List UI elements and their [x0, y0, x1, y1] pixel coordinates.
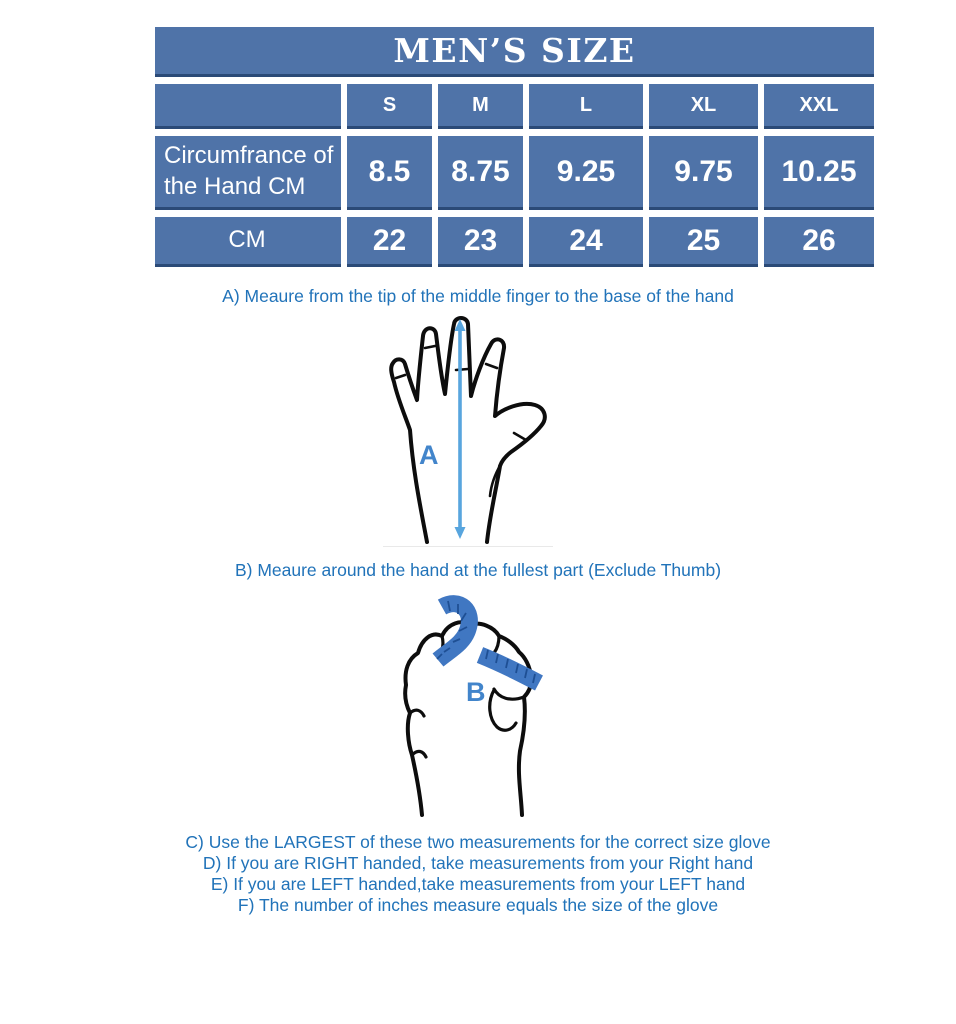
- middle-crease: [456, 369, 468, 370]
- row-label-cm: CM: [155, 217, 341, 267]
- instruction-d: D) If you are RIGHT handed, take measurements from your Right hand: [202, 853, 754, 873]
- instruction-c: C) Use the LARGEST of these two measurements for the correct size glove: [185, 832, 771, 852]
- column-header-xxl: XXL: [764, 84, 874, 129]
- open-hand-drawing: [383, 314, 553, 546]
- fist-outline: [405, 622, 531, 815]
- fist-drawing: [398, 593, 548, 828]
- circumference-value-xxl: 10.25: [764, 136, 874, 210]
- table-corner-cell: [155, 84, 341, 129]
- circumference-value-l: 9.25: [529, 136, 643, 210]
- instruction-e: E) If you are LEFT handed,take measurements from your LEFT hand: [210, 874, 746, 894]
- cm-value-s: 22: [347, 217, 432, 267]
- open-hand-illustration: [383, 314, 553, 547]
- size-table: [155, 27, 874, 267]
- measure-b-label: B: [466, 677, 486, 707]
- footer-instructions: [0, 832, 956, 916]
- instruction-f: F) The number of inches measure equals the size of the glove: [237, 895, 719, 915]
- column-header-m: M: [438, 84, 523, 129]
- row-label-circumference: Circumfrance of the Hand CM: [155, 136, 341, 210]
- fist-illustration: [398, 593, 548, 828]
- cm-value-xl: 25: [649, 217, 758, 267]
- column-header-s: S: [347, 84, 432, 129]
- cm-value-l: 24: [529, 217, 643, 267]
- circumference-value-m: 8.75: [438, 136, 523, 210]
- column-header-xl: XL: [649, 84, 758, 129]
- hand-outline: [391, 318, 545, 542]
- cm-value-m: 23: [438, 217, 523, 267]
- cm-value-xxl: 26: [764, 217, 874, 267]
- column-header-l: L: [529, 84, 643, 129]
- table-title: MEN’S SIZE: [155, 27, 874, 77]
- circumference-value-s: 8.5: [347, 136, 432, 210]
- circumference-value-xl: 9.75: [649, 136, 758, 210]
- instruction-b: B) Meaure around the hand at the fullest part (Exclude Thumb): [234, 560, 722, 580]
- instruction-a: A) Meaure from the tip of the middle finger to the base of the hand: [222, 286, 734, 306]
- measure-a-label: A: [419, 440, 439, 470]
